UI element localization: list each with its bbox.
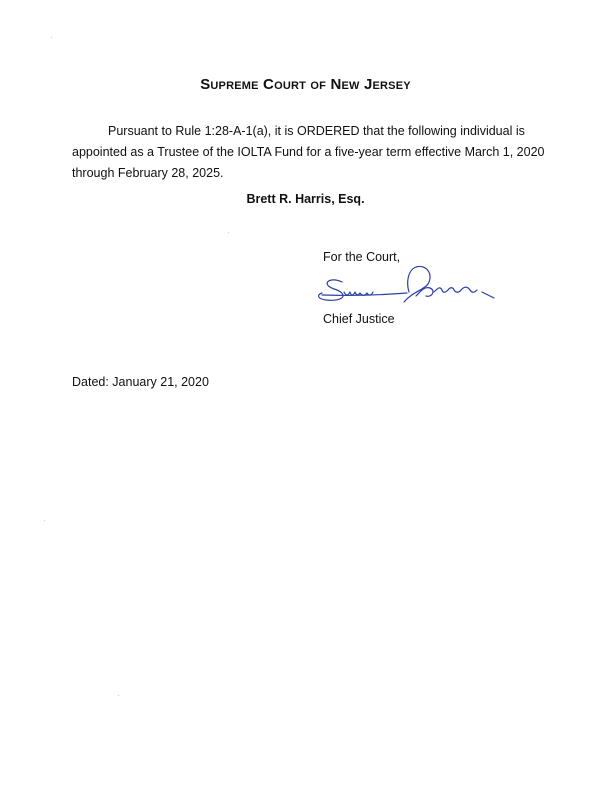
scan-speck xyxy=(44,520,45,521)
date-line: Dated: January 21, 2020 xyxy=(72,375,209,389)
closing-text: For the Court, xyxy=(323,250,401,264)
scan-speck xyxy=(118,695,119,696)
appointee-name: Brett R. Harris, Esq. xyxy=(246,192,365,206)
court-title: Supreme Court of New Jersey xyxy=(200,76,411,93)
signer-title: Chief Justice xyxy=(323,312,395,326)
scan-speck xyxy=(51,37,52,38)
order-paragraph: Pursuant to Rule 1:28-A-1(a), it is ORDERED that the following individual is appointed as a Trustee of the IOLTA Fund for a five-year term effective March 1, 2020 through February 28, 2025. xyxy=(72,124,545,180)
scan-speck xyxy=(228,232,229,233)
signature-image xyxy=(312,262,512,312)
